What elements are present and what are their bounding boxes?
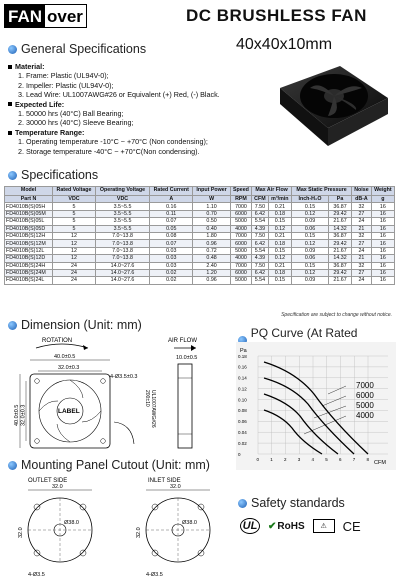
table-cell: 27 <box>352 210 372 217</box>
wire-length: 200±10 <box>144 390 150 407</box>
table-cell: 5000 <box>230 218 251 225</box>
label-text: LABEL <box>58 408 80 415</box>
table-cell: 0.12 <box>292 269 329 276</box>
table-cell: 7000 <box>230 232 251 239</box>
table-cell: 4.39 <box>252 225 269 232</box>
table-cell: 0.18 <box>268 210 291 217</box>
page-title: DC BRUSHLESS FAN <box>186 6 367 25</box>
table-cell: 3.5~5.5 <box>95 210 149 217</box>
table-cell: 5000 <box>230 247 251 254</box>
table-cell: 7.0~13.8 <box>95 255 149 262</box>
table-cell: 3.5~5.5 <box>95 218 149 225</box>
outlet-diameter: Ø38.0 <box>64 520 79 526</box>
table-cell: 36.87 <box>328 232 351 239</box>
table-cell: 0.50 <box>193 218 231 225</box>
table-cell: 5.54 <box>252 277 269 284</box>
section-general-heading: General Specifications <box>8 42 146 56</box>
list-item: 2. Impeller: Plastic (UL94V-0); <box>18 80 114 90</box>
table-cell: 12 <box>53 255 96 262</box>
table-cell: 0.07 <box>150 218 193 225</box>
table-cell: 0.09 <box>292 218 329 225</box>
table-cell: FD4010B(S)24L <box>5 277 53 284</box>
material-heading: Material: <box>8 62 263 71</box>
pq-ytick-label: 0.08 <box>238 408 247 414</box>
section-mounting-heading: Mounting Panel Cutout (Unit: mm) <box>8 458 210 472</box>
section-pq-heading: PQ Curve (At Rated <box>238 326 400 354</box>
table-cell: 0.21 <box>268 203 291 210</box>
table-cell: 6000 <box>230 269 251 276</box>
outlet-holes: 4-Ø3.5 <box>28 572 45 578</box>
inlet-width: 32.0 <box>170 484 181 490</box>
table-cell: 5000 <box>230 277 251 284</box>
table-row <box>5 210 395 217</box>
table-cell: 12 <box>53 240 96 247</box>
table-cell: 5 <box>53 210 96 217</box>
brand-logo <box>4 4 87 28</box>
table-cell: 0.11 <box>150 210 193 217</box>
table-cell: 0.72 <box>193 247 231 254</box>
list-item: 2. 30000 hrs (40°C) Sleeve Bearing; <box>18 118 134 128</box>
certification-logos <box>240 518 361 534</box>
table-cell: 0.08 <box>150 232 193 239</box>
table-cell: FD4010B(S)05M <box>5 210 53 217</box>
bullet-icon <box>238 499 247 508</box>
table-cell: 0.18 <box>268 240 291 247</box>
table-cell: 21.67 <box>328 247 351 254</box>
pq-xtick-label: 0 <box>256 457 260 462</box>
table-cell: 16 <box>371 240 394 247</box>
table-cell: 0.18 <box>268 269 291 276</box>
pq-ytick-label: 0.04 <box>238 430 247 436</box>
rohs-logo: ✔ RoHS <box>268 520 305 532</box>
inlet-holes: 4-Ø3.5 <box>146 572 163 578</box>
table-cell: 0.02 <box>150 269 193 276</box>
pq-curve-chart <box>236 342 396 470</box>
table-cell: 7000 <box>230 203 251 210</box>
table-cell: 21.67 <box>328 277 351 284</box>
pq-curve-label: 4000 <box>356 411 374 420</box>
ce-logo: CE <box>342 518 361 534</box>
table-cell: 6000 <box>230 240 251 247</box>
table-cell: 7.50 <box>252 203 269 210</box>
table-cell: FD4010B(S)12D <box>5 255 53 262</box>
brand-part1: FAN <box>5 5 45 27</box>
height-outer-dim: 40.0±0.5 <box>14 404 20 426</box>
table-cell: 3.5~5.5 <box>95 203 149 210</box>
table-cell: 5.54 <box>252 247 269 254</box>
pq-xtick-label: 8 <box>366 457 370 462</box>
table-row <box>5 218 395 225</box>
table-cell: FD4010B(S)24H <box>5 262 53 269</box>
table-cell: 2.40 <box>193 262 231 269</box>
life-heading: Expected Life: <box>8 100 263 109</box>
table-cell: 5 <box>53 203 96 210</box>
table-cell: 0.21 <box>268 262 291 269</box>
pq-xtick-label: 4 <box>311 457 315 462</box>
inlet-diameter: Ø38.0 <box>182 520 197 526</box>
fan-photo <box>270 58 392 158</box>
table-cell: 14.0~27.6 <box>95 262 149 269</box>
table-cell: 0.15 <box>292 232 329 239</box>
compliance-mark-icon: ⚠ <box>313 519 335 533</box>
pq-ytick-label: 0.10 <box>238 397 247 403</box>
table-cell: 16 <box>371 269 394 276</box>
table-cell: 6.42 <box>252 210 269 217</box>
list-item: 1. Operating temperature -10°C ~ +70°C (Non condensing); <box>18 137 208 147</box>
table-cell: 14.0~27.6 <box>95 269 149 276</box>
list-item: 1. Frame: Plastic (UL94V-0); <box>18 71 109 81</box>
table-cell: 14.0~27.6 <box>95 277 149 284</box>
table-cell: 0.09 <box>292 277 329 284</box>
table-cell: 0.15 <box>268 247 291 254</box>
table-cell: 36.87 <box>328 262 351 269</box>
table-row <box>5 203 395 210</box>
pq-curve-label: 7000 <box>356 381 374 390</box>
table-cell: 0.15 <box>268 277 291 284</box>
table-cell: FD4010B(S)12M <box>5 240 53 247</box>
general-spec-list <box>8 62 263 156</box>
pq-xaxis-unit: CFM <box>374 460 386 466</box>
table-cell: 21 <box>352 255 372 262</box>
table-row <box>5 277 395 284</box>
table-cell: 0.15 <box>268 218 291 225</box>
table-cell: 16 <box>371 255 394 262</box>
table-row <box>5 225 395 232</box>
table-cell: 7.50 <box>252 232 269 239</box>
table-cell: 21.67 <box>328 218 351 225</box>
table-note: Specification are subject to change without notice. <box>281 312 392 318</box>
brand-part2: over <box>45 5 86 27</box>
pq-xtick-label: 5 <box>325 457 328 462</box>
pq-curve-label: 5000 <box>356 401 374 410</box>
table-cell: 12 <box>53 247 96 254</box>
table-cell: 0.16 <box>150 203 193 210</box>
table-cell: 5 <box>53 218 96 225</box>
pq-xtick-label: 3 <box>297 457 301 462</box>
pq-yaxis-unit: Pa <box>240 348 247 354</box>
wire-spec: UL1007AWG#26 <box>150 390 156 428</box>
table-cell: 36.87 <box>328 203 351 210</box>
table-cell: 0.40 <box>193 225 231 232</box>
table-cell: 14.32 <box>328 255 351 262</box>
table-cell: 4000 <box>230 225 251 232</box>
table-cell: 7.50 <box>252 262 269 269</box>
table-cell: FD4010B(S)24M <box>5 269 53 276</box>
table-cell: 16 <box>371 225 394 232</box>
table-cell: 4000 <box>230 255 251 262</box>
table-cell: 7000 <box>230 262 251 269</box>
table-cell: 29.42 <box>328 240 351 247</box>
check-icon: ✔ <box>268 520 277 532</box>
height-inner-dim: 32.0±0.3 <box>20 404 27 426</box>
pq-curve-label: 6000 <box>356 391 374 400</box>
table-cell: 27 <box>352 269 372 276</box>
outlet-label: OUTLET SIDE <box>28 478 68 484</box>
table-cell: 16 <box>371 210 394 217</box>
mounting-cutout-drawing <box>6 472 232 584</box>
table-cell: 24 <box>53 262 96 269</box>
table-unit-row: Part N VDC VDC A W RPM CFM m³/min Inch-H₂O Pa dB-A g <box>5 196 395 203</box>
inlet-label: INLET SIDE <box>148 478 181 484</box>
pq-ytick-label: 0.12 <box>238 386 247 392</box>
table-cell: 3.5~5.5 <box>95 225 149 232</box>
pq-xtick-label: 6 <box>339 457 342 462</box>
bullet-icon <box>8 461 17 470</box>
table-cell: 0.03 <box>150 262 193 269</box>
table-cell: 4.39 <box>252 255 269 262</box>
table-cell: 0.06 <box>292 255 329 262</box>
table-cell: 5 <box>53 225 96 232</box>
table-cell: 0.12 <box>292 240 329 247</box>
table-cell: 32 <box>352 262 372 269</box>
table-cell: 0.12 <box>268 225 291 232</box>
pq-xtick-label: 7 <box>352 457 356 462</box>
table-cell: 12 <box>53 232 96 239</box>
table-cell: 24 <box>352 277 372 284</box>
table-row <box>5 262 395 269</box>
pq-xtick-label: 1 <box>270 457 273 462</box>
table-cell: 6.42 <box>252 240 269 247</box>
table-cell: 0.05 <box>150 225 193 232</box>
table-cell: 0.96 <box>193 277 231 284</box>
table-header-row: Model Rated Voltage Operating Voltage Rated Current Input Power Speed Max Air Flow Max Static Pressure Noise Weight <box>5 187 395 196</box>
table-row <box>5 240 395 247</box>
dimension-drawing <box>6 334 230 454</box>
pq-ytick-label: 0.14 <box>238 375 247 381</box>
table-cell: 0.06 <box>292 225 329 232</box>
bullet-icon <box>8 171 17 180</box>
depth-dim: 10.0±0.5 <box>176 355 198 361</box>
table-cell: 24 <box>352 247 372 254</box>
table-cell: 7.0~13.8 <box>95 247 149 254</box>
outlet-width: 32.0 <box>52 484 63 490</box>
table-cell: 0.02 <box>150 277 193 284</box>
table-cell: 7.0~13.8 <box>95 240 149 247</box>
section-safety-heading: Safety standards <box>238 496 345 510</box>
table-cell: 0.15 <box>292 262 329 269</box>
rotation-label: ROTATION <box>42 338 73 344</box>
table-cell: 0.48 <box>193 255 231 262</box>
list-item: 2. Storage temperature -40°C ~ +70°C(Non condensing). <box>18 146 200 156</box>
table-cell: 0.70 <box>193 210 231 217</box>
table-cell: FD4010B(S)05H <box>5 203 53 210</box>
table-cell: 29.42 <box>328 210 351 217</box>
pq-ytick-label: 0.16 <box>238 364 247 370</box>
section-specifications-heading: Specifications <box>8 168 98 182</box>
table-cell: 0.15 <box>292 203 329 210</box>
table-cell: 0.12 <box>268 255 291 262</box>
table-cell: 16 <box>371 232 394 239</box>
table-cell: 0.96 <box>193 240 231 247</box>
pq-ytick-label: 0.06 <box>238 419 247 425</box>
outlet-height: 32.0 <box>18 527 24 538</box>
table-cell: FD4010B(S)05L <box>5 218 53 225</box>
table-cell: 0.03 <box>150 255 193 262</box>
table-row <box>5 269 395 276</box>
table-cell: 1.10 <box>193 203 231 210</box>
table-row <box>5 255 395 262</box>
table-cell: 6.42 <box>252 269 269 276</box>
table-cell: 0.07 <box>150 240 193 247</box>
pq-ytick-label: 0.02 <box>238 440 247 446</box>
width-inner-dim: 32.0±0.3 <box>58 365 80 371</box>
bullet-icon <box>8 45 17 54</box>
table-cell: 24 <box>53 269 96 276</box>
table-cell: 24 <box>53 277 96 284</box>
table-cell: 0.09 <box>292 247 329 254</box>
inlet-height: 32.0 <box>136 527 142 538</box>
table-row <box>5 232 395 239</box>
ul-logo: UL <box>240 518 260 534</box>
table-cell: 1.20 <box>193 269 231 276</box>
hole-dim: 4-Ø3.5±0.3 <box>110 374 138 380</box>
temperature-heading: Temperature Range: <box>8 128 263 137</box>
table-cell: 29.42 <box>328 269 351 276</box>
table-cell: 32 <box>352 203 372 210</box>
table-cell: 21 <box>352 225 372 232</box>
table-cell: 16 <box>371 262 394 269</box>
section-dimension-heading: Dimension (Unit: mm) <box>8 318 142 332</box>
table-cell: 0.03 <box>150 247 193 254</box>
table-cell: 16 <box>371 218 394 225</box>
table-cell: FD4010B(S)12L <box>5 247 53 254</box>
table-cell: 1.80 <box>193 232 231 239</box>
airflow-label: AIR FLOW <box>168 338 198 344</box>
table-cell: 24 <box>352 218 372 225</box>
specifications-table <box>4 186 395 285</box>
table-cell: FD4010B(S)12H <box>5 232 53 239</box>
table-cell: FD4010B(S)05D <box>5 225 53 232</box>
table-cell: 32 <box>352 232 372 239</box>
table-cell: 14.32 <box>328 225 351 232</box>
bullet-icon <box>8 321 17 330</box>
pq-xtick-label: 2 <box>284 457 287 462</box>
table-cell: 16 <box>371 203 394 210</box>
table-row <box>5 247 395 254</box>
table-cell: 27 <box>352 240 372 247</box>
table-cell: 7.0~13.8 <box>95 232 149 239</box>
table-cell: 16 <box>371 247 394 254</box>
table-cell: 0.21 <box>268 232 291 239</box>
list-item: 3. Lead Wire: UL1007AWG#26 or Equivalent (+) Red, (-) Black. <box>18 90 220 100</box>
page-subtitle: 40x40x10mm <box>236 36 333 53</box>
width-outer-dim: 40.0±0.5 <box>54 354 76 360</box>
table-cell: 5.54 <box>252 218 269 225</box>
table-cell: 0.12 <box>292 210 329 217</box>
list-item: 1. 50000 hrs (40°C) Ball Bearing; <box>18 109 124 119</box>
pq-ytick-label: 0 <box>238 451 241 457</box>
table-cell: 6000 <box>230 210 251 217</box>
pq-ytick-label: 0.18 <box>238 353 247 359</box>
table-cell: 16 <box>371 277 394 284</box>
